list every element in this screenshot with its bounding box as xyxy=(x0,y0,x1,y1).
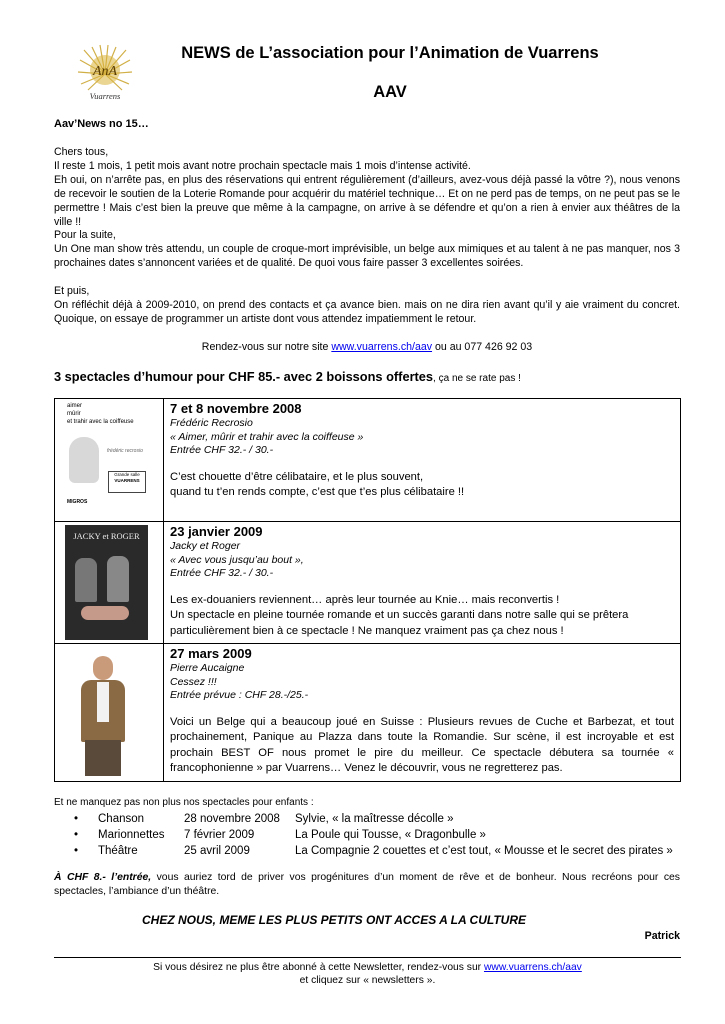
aav-logo xyxy=(74,44,136,106)
poster-cell xyxy=(55,522,164,644)
logo-initials: AnA xyxy=(92,64,118,79)
show-description xyxy=(170,593,674,640)
list-item xyxy=(74,811,673,827)
rendezvous-suffix: ou au 077 426 92 03 xyxy=(432,341,533,353)
description-line: quand tu t’en rends compte, c’est que t’es plus célibataire !! xyxy=(170,486,465,498)
logo-caption: Vuarrens xyxy=(89,91,121,101)
headline-tail: , ça ne se rate pas ! xyxy=(433,373,521,384)
issue-number: Aav’News no 15… xyxy=(54,118,149,130)
show-row xyxy=(55,644,681,782)
flower-wreath xyxy=(81,606,129,620)
show-title: Cessez !!! xyxy=(170,675,217,688)
description-line: Voici un Belge qui a beaucoup joué en Suisse : Plusieurs revues de Cuche et Barbezat, et tout prochainement, Panique au Plazza dans toute la Romandie. Sur scène, il est incroyable et est prochain BEST OF nous promet le pire du meilleur. Ce spectacle débutera sa tournée « francophonienne » par Vuarrens… Venez le découvrir, vous ne regretterez pas. xyxy=(170,715,674,774)
show-artist: Frédéric Recrosio xyxy=(170,417,253,429)
poster-text: mûrir xyxy=(67,411,81,417)
poster-cell xyxy=(55,644,164,782)
intro-text: On réfléchit déjà à 2009-2010, on prend des contacts et ça avance bien. mais on ne dira rien avant qu’il y aie vraiment du concret. Quoique, on essaye de programmer un artiste dont vous attendez impatiemment le retour. xyxy=(54,298,680,325)
kids-shows-list xyxy=(74,811,673,859)
bullet-icon: • xyxy=(74,845,79,857)
footer-link[interactable]: www.vuarrens.ch/aav xyxy=(483,962,582,973)
kids-show-type: Théâtre xyxy=(98,845,138,857)
greeting: Chers tous, xyxy=(54,146,109,158)
show-details xyxy=(164,644,681,782)
kids-show-date: 7 février 2009 xyxy=(184,829,255,841)
poster-jacky-roger xyxy=(55,522,163,642)
list-item xyxy=(74,843,673,859)
show-artist: Pierre Aucaigne xyxy=(170,662,245,674)
performer-photo xyxy=(107,556,129,602)
rendezvous-prefix: Rendez-vous sur notre site xyxy=(201,341,332,353)
kids-show-title: Sylvie, « la maîtresse décolle » xyxy=(295,813,454,825)
performer-shirt xyxy=(97,682,109,722)
kids-show-type: Marionnettes xyxy=(98,829,165,841)
bullet-icon: • xyxy=(74,829,79,841)
footer-line-2: et cliquez sur « newsletters ». xyxy=(299,975,436,986)
poster-name: frédéric recrosio xyxy=(107,448,143,454)
poster-cell xyxy=(55,399,164,522)
show-details xyxy=(164,399,681,522)
show-price: Entrée CHF 32.- / 30.- xyxy=(170,444,274,456)
page-title: NEWS de L’association pour l’Animation de Vuarrens xyxy=(181,44,599,62)
sponsor-logo: MIGROS xyxy=(67,499,88,505)
footer xyxy=(54,961,681,987)
headline-main: 3 spectacles d’humour pour CHF 85.- avec 2 boissons offertes xyxy=(54,369,434,384)
show-row xyxy=(55,522,681,644)
photo-aucaigne xyxy=(55,644,163,778)
kids-show-type: Chanson xyxy=(98,813,145,825)
slogan: CHEZ NOUS, MEME LES PLUS PETITS ONT ACCES A LA CULTURE xyxy=(141,913,526,927)
shows-table xyxy=(54,398,681,782)
poster-badge: Grande salle xyxy=(114,472,140,477)
price-text: vous auriez tord de priver vos progénitures d’un moment de rêve et de bonheur. Nous recréons pour ces spectacles, l’ambiance d’un théâtre. xyxy=(54,872,680,897)
page-subtitle: AAV xyxy=(373,83,407,101)
bullet-icon: • xyxy=(74,813,79,825)
description-line: Un spectacle en pleine tournée romande et un succès garanti dans notre salle qui se prêtera particulièrement bien à ce spectacle ! Ne manquez vraiment pas ça chez nous ! xyxy=(170,609,629,637)
poster-venue: VUARRENS xyxy=(114,478,140,483)
footer-prefix: Si vous désirez ne plus être abonné à cette Newsletter, rendez-vous sur xyxy=(153,962,484,973)
show-price: Entrée CHF 32.- / 30.- xyxy=(170,567,274,579)
kids-show-title: La Poule qui Tousse, « Dragonbulle » xyxy=(295,829,486,841)
performer-legs xyxy=(85,740,121,776)
kids-show-date: 28 novembre 2008 xyxy=(184,813,280,825)
intro-heading: Et puis, xyxy=(54,285,90,297)
show-date: 23 janvier 2009 xyxy=(170,524,263,539)
website-link[interactable]: www.vuarrens.ch/aav xyxy=(331,341,433,353)
rendezvous-line xyxy=(54,341,680,353)
show-date: 27 mars 2009 xyxy=(170,646,252,661)
kids-price-note xyxy=(54,871,680,899)
poster-recrosio xyxy=(55,399,163,521)
show-description xyxy=(170,470,674,501)
list-item xyxy=(74,827,673,843)
description-line: C’est chouette d’être célibataire, et le plus souvent, xyxy=(170,470,424,483)
kids-show-date: 25 avril 2009 xyxy=(184,845,250,857)
performer-photo xyxy=(75,558,97,602)
intro-paragraph-1 xyxy=(54,146,680,229)
intro-text: Eh oui, on n’arrête pas, en plus des réservations qui entrent régulièrement (d’ailleurs, avez-vous déjà passé la vôtre ?), nous venons de recevoir le soutien de la Loterie Romande pour acquérir du matériel technique… Et on ne perd pas de temps, on ne peut pas se le permettre ! Mais c’est bien la preuve que même à la campagne, on arrive à se défendre et qu’on a rien à envier aux théâtres de la ville !! xyxy=(54,173,680,228)
performer-photo xyxy=(69,437,99,483)
footer-divider xyxy=(54,957,681,958)
show-title: « Aimer, mûrir et trahir avec la coiffeuse » xyxy=(170,430,364,443)
show-details xyxy=(164,522,681,644)
show-description xyxy=(170,715,674,777)
show-title: « Avec vous jusqu’au bout », xyxy=(170,553,304,566)
show-price: Entrée prévue : CHF 28.-/25.- xyxy=(170,689,309,701)
footer-line-1 xyxy=(54,961,681,974)
poster-text: aimer xyxy=(67,403,83,409)
intro-line: Il reste 1 mois, 1 petit mois avant notre prochain spectacle mais 1 mois d’intense activité. xyxy=(54,159,471,172)
poster-title: JACKY et ROGER xyxy=(73,531,140,541)
intro-paragraph-2 xyxy=(54,229,680,271)
intro-paragraph-3 xyxy=(54,285,680,327)
poster-text: et trahir avec la coiffeuse xyxy=(67,419,134,425)
shows-headline xyxy=(54,369,521,384)
show-date: 7 et 8 novembre 2008 xyxy=(170,401,302,416)
price-lead: À CHF 8.- l’entrée, xyxy=(54,872,152,883)
kids-show-title: La Compagnie 2 couettes et c’est tout, « Mousse et le secret des pirates » xyxy=(295,845,673,857)
intro-heading: Pour la suite, xyxy=(54,229,116,241)
signature: Patrick xyxy=(644,930,680,942)
show-row xyxy=(55,399,681,522)
intro-text: Un One man show très attendu, un couple de croque-mort imprévisible, un belge aux mimiques et au talent à ne pas manquer, nos 3 prochaines dates s’annoncent variées et de qualité. De quoi vous faire passer 3 excellentes soirées. xyxy=(54,242,680,269)
kids-intro: Et ne manquez pas non plus nos spectacles pour enfants : xyxy=(54,797,314,808)
venue-box xyxy=(108,471,146,493)
description-line: Les ex-douaniers reviennent… après leur tournée au Knie… mais reconvertis ! xyxy=(170,593,560,606)
performer-head xyxy=(93,656,113,680)
show-artist: Jacky et Roger xyxy=(170,540,241,552)
